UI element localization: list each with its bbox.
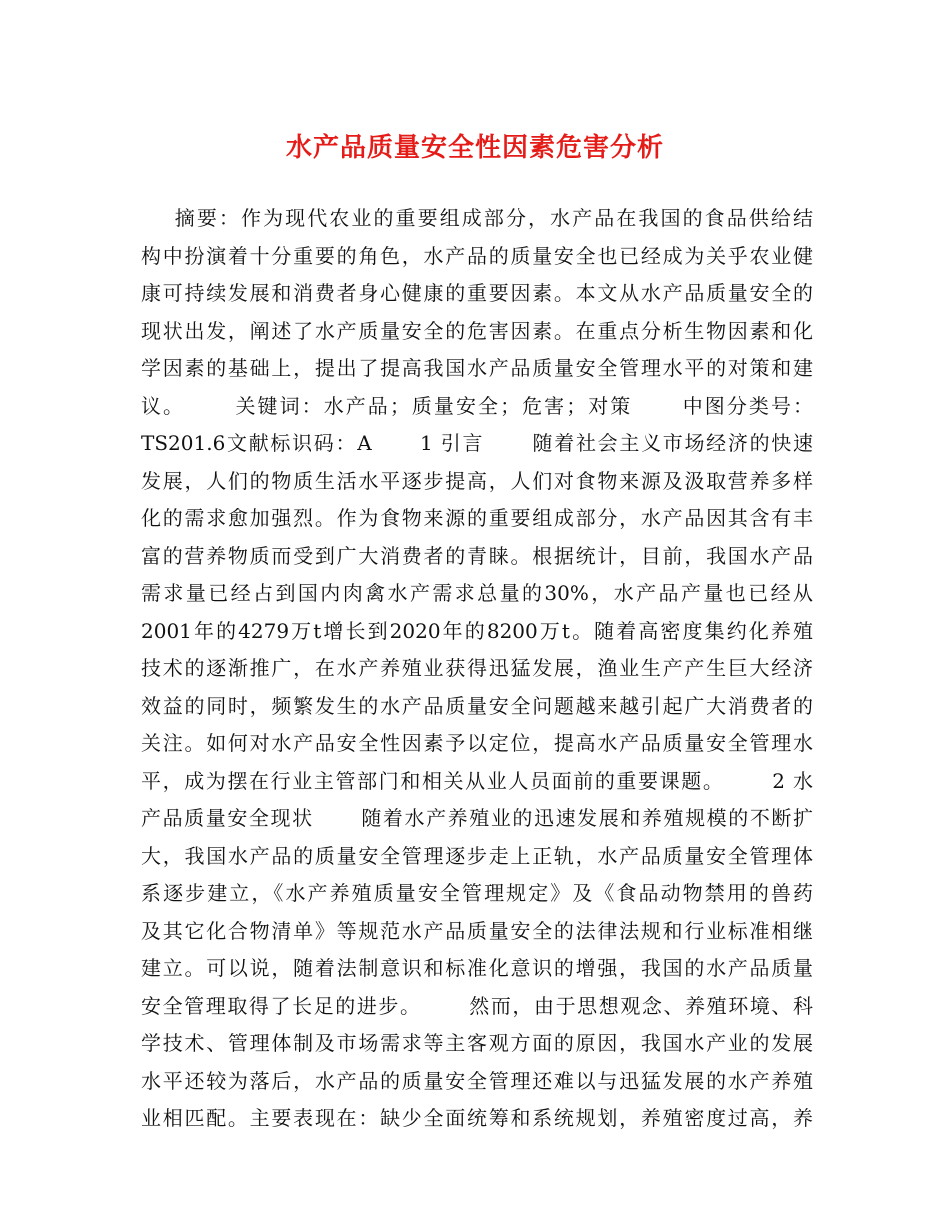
body-line: 系逐步建立，《水产养殖质量安全管理规定》及《食品动物禁用的兽药 (141, 881, 813, 905)
body-line: 学技术、管理体制及市场需求等主客观方面的原因，我国水产业的发展 (141, 1031, 813, 1055)
body-line: 现状出发，阐述了水产质量安全的危害因素。在重点分析生物因素和化 (141, 318, 813, 343)
body-line: 及其它化合物清单》等规范水产品质量安全的法律法规和行业标准相继 (141, 918, 813, 943)
body-line: 构中扮演着十分重要的角色，水产品的质量安全也已经成为关乎农业健 (141, 243, 813, 268)
body-line: 水平还较为落后，水产品的质量安全管理还难以与迅猛发展的水产养殖 (141, 1068, 813, 1093)
body-line: 平，成为摆在行业主管部门和相关从业人员面前的重要课题。 2 水 (141, 768, 813, 793)
body-line: 技术的逐渐推广，在水产养殖业获得迅猛发展，渔业生产产生巨大经济 (141, 656, 813, 680)
body-line: 发展，人们的物质生活水平逐步提高，人们对食物来源及汲取营养多样 (141, 468, 813, 493)
body-line: 学因素的基础上，提出了提高我国水产品质量安全管理水平的对策和建 (141, 356, 813, 380)
body-line: 需求量已经占到国内肉禽水产需求总量的30%，水产品产量也已经从 (141, 581, 813, 605)
body-line: 富的营养物质而受到广大消费者的青睐。根据统计，目前，我国水产品 (141, 543, 813, 568)
body-line: 效益的同时，频繁发生的水产品质量安全问题越来越引起广大消费者的 (141, 693, 813, 718)
body-line: 化的需求愈加强烈。作为食物来源的重要组成部分，水产品因其含有丰 (141, 506, 813, 530)
body-line: 建立。可以说，随着法制意识和标准化意识的增强，我国的水产品质量 (141, 956, 813, 980)
body-line: 议。 关键词：水产品；质量安全；危害；对策 中图分类号： (141, 393, 813, 418)
body-line: 康可持续发展和消费者身心健康的重要因素。本文从水产品质量安全的 (141, 281, 813, 305)
body-line: 2001年的4279万t增长到2020年的8200万t。随着高密度集约化养殖 (141, 618, 813, 643)
body-line: 业相匹配。主要表现在：缺少全面统筹和系统规划，养殖密度过高，养 (141, 1106, 813, 1130)
body-line: 摘要：作为现代农业的重要组成部分，水产品在我国的食品供给结 (141, 206, 813, 230)
body-line: 大，我国水产品的质量安全管理逐步走上正轨，水产品质量安全管理体 (141, 843, 813, 868)
body-line: 安全管理取得了长足的进步。 然而，由于思想观念、养殖环境、科 (141, 993, 813, 1018)
body-line: 关注。如何对水产品安全性因素予以定位，提高水产品质量安全管理水 (141, 731, 813, 755)
body-line: TS201.6文献标识码：A 1 引言 随着社会主义市场经济的快速 (141, 431, 813, 455)
body-line: 产品质量安全现状 随着水产养殖业的迅速发展和养殖规模的不断扩 (141, 806, 813, 830)
document-body (141, 200, 813, 1138)
document-title: 水产品质量安全性因素危害分析 (285, 133, 664, 163)
